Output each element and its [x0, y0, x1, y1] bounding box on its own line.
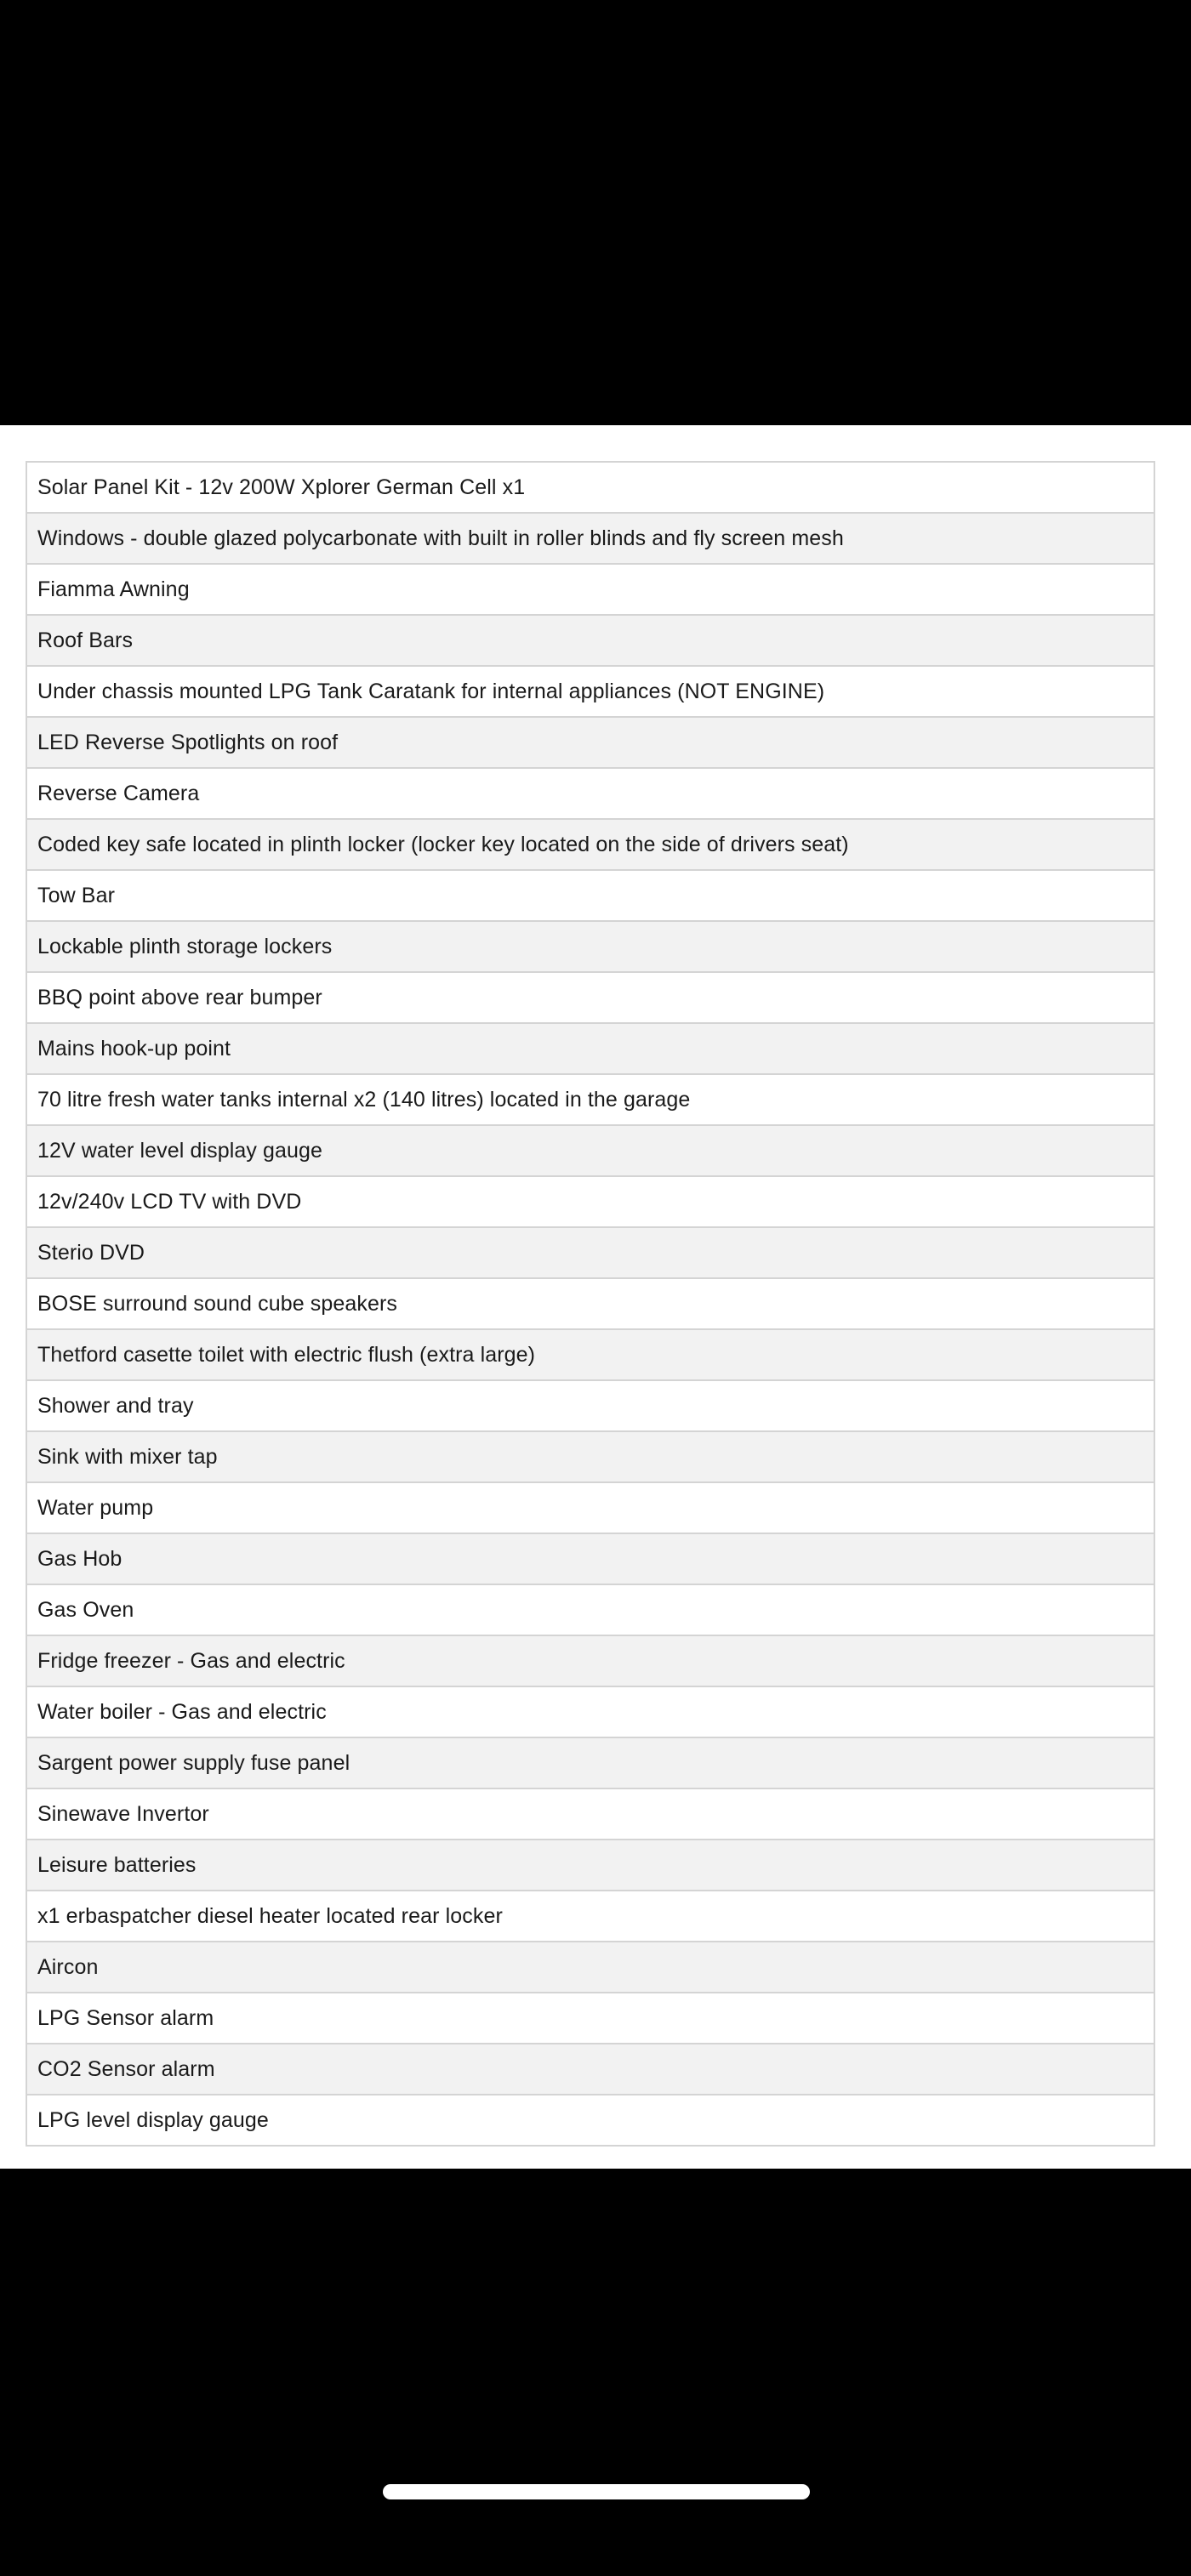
table-row: [27, 1279, 1154, 1330]
table-row: [27, 565, 1154, 616]
table-row: [27, 1789, 1154, 1840]
table-row: [27, 1942, 1154, 1993]
table-row: [27, 1330, 1154, 1381]
table-row: [27, 1381, 1154, 1432]
table-cell-text: Sinewave Invertor: [37, 1801, 209, 1826]
table-row: [27, 667, 1154, 718]
table-row: [27, 1585, 1154, 1636]
table-row: [27, 718, 1154, 769]
document-sheet: [0, 425, 1191, 2169]
table-cell-text: Under chassis mounted LPG Tank Caratank for internal appliances (NOT ENGINE): [37, 679, 825, 703]
table-cell-text: Fiamma Awning: [37, 577, 190, 601]
table-cell-text: Tow Bar: [37, 883, 116, 907]
home-indicator[interactable]: [383, 2484, 810, 2499]
table-cell-text: 12V water level display gauge: [37, 1138, 323, 1163]
table-cell-text: Solar Panel Kit - 12v 200W Xplorer German Cell x1: [37, 475, 526, 499]
table-cell-text: BOSE surround sound cube speakers: [37, 1291, 397, 1316]
table-cell-text: CO2 Sensor alarm: [37, 2056, 215, 2081]
table-row: [27, 1177, 1154, 1228]
table-cell-text: Lockable plinth storage lockers: [37, 934, 333, 958]
table-row: [27, 2095, 1154, 2147]
table-row: [27, 1993, 1154, 2044]
table-cell-text: Shower and tray: [37, 1393, 194, 1418]
table-cell-text: Gas Hob: [37, 1546, 123, 1571]
table-row: [27, 820, 1154, 871]
table-cell-text: Coded key safe located in plinth locker (locker key located on the side of drivers seat): [37, 832, 849, 856]
table-row: [27, 769, 1154, 820]
table-row: [27, 1687, 1154, 1738]
table-row: [27, 1126, 1154, 1177]
table-cell-text: Sargent power supply fuse panel: [37, 1750, 350, 1775]
table-row: [27, 1228, 1154, 1279]
table-row: [27, 973, 1154, 1024]
table-row: [27, 616, 1154, 667]
table-row: [27, 1840, 1154, 1891]
table-cell-text: LPG Sensor alarm: [37, 2005, 214, 2030]
table-cell-text: Sink with mixer tap: [37, 1444, 218, 1469]
table-cell-text: BBQ point above rear bumper: [37, 985, 322, 1009]
table-cell-text: Roof Bars: [37, 628, 134, 652]
table-cell-text: Fridge freezer - Gas and electric: [37, 1648, 345, 1673]
table-row: [27, 871, 1154, 922]
table-cell-text: 12v/240v LCD TV with DVD: [37, 1189, 302, 1214]
table-cell-text: Water pump: [37, 1495, 154, 1520]
table-cell-text: Thetford casette toilet with electric flush (extra large): [37, 1342, 536, 1367]
top-black-bar: [0, 0, 1191, 425]
feature-table: [26, 461, 1155, 2147]
table-row: [27, 1075, 1154, 1126]
table-cell-text: Gas Oven: [37, 1597, 134, 1622]
table-row: [27, 514, 1154, 565]
table-cell-text: Sterio DVD: [37, 1240, 145, 1265]
table-cell-text: Aircon: [37, 1954, 99, 1979]
table-cell-text: Mains hook-up point: [37, 1036, 231, 1061]
table-cell-text: x1 erbaspatcher diesel heater located rear locker: [37, 1903, 503, 1928]
table-row: [27, 2044, 1154, 2095]
table-row: [27, 922, 1154, 973]
table-cell-text: Reverse Camera: [37, 781, 200, 805]
table-row: [27, 463, 1154, 514]
table-row: [27, 1738, 1154, 1789]
table-row: [27, 1891, 1154, 1942]
table-cell-text: Water boiler - Gas and electric: [37, 1699, 327, 1724]
table-cell-text: Windows - double glazed polycarbonate with built in roller blinds and fly screen mesh: [37, 526, 844, 550]
table-row: [27, 1024, 1154, 1075]
table-cell-text: LPG level display gauge: [37, 2107, 269, 2132]
table-row: [27, 1483, 1154, 1534]
table-cell-text: 70 litre fresh water tanks internal x2 (140 litres) located in the garage: [37, 1087, 691, 1112]
table-cell-text: Leisure batteries: [37, 1852, 197, 1877]
table-row: [27, 1432, 1154, 1483]
table-cell-text: LED Reverse Spotlights on roof: [37, 730, 339, 754]
table-row: [27, 1636, 1154, 1687]
table-row: [27, 1534, 1154, 1585]
